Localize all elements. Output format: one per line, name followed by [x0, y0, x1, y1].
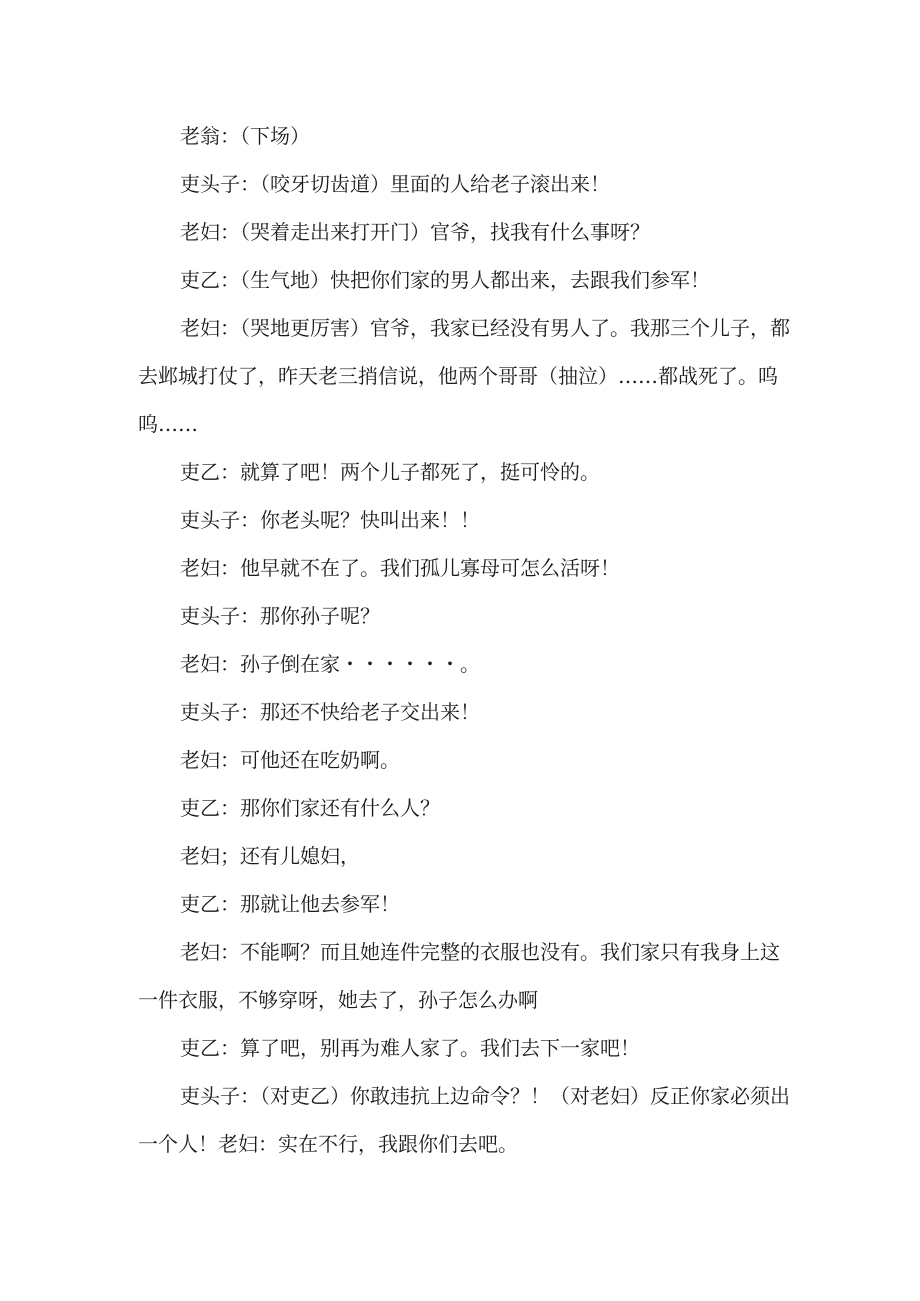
script-body	[138, 112, 798, 1168]
dialogue-line: 吏头子：（咬牙切齿道）里面的人给老子滚出来！	[180, 172, 610, 196]
dialogue-line: 吏乙：就算了吧！两个儿子都死了，挺可怜的。	[180, 460, 600, 484]
dialogue-line: 老妇：他早就不在了。我们孤儿寡母可怎么活呀！	[180, 556, 620, 580]
dialogue-line: 老妇：（哭地更厉害）官爷，我家已经没有男人了。我那三个儿子，都去邺城打仗了，昨天老三捎信说，他两个哥哥（抽泣）……都战死了。呜呜……	[138, 316, 790, 436]
dialogue-line: 老妇：（哭着走出来打开门）官爷，找我有什么事呀？	[180, 220, 650, 244]
dialogue-line: 吏乙：算了吧，别再为难人家了。我们去下一家吧！	[180, 1036, 640, 1060]
dialogue-line: 老妇：可他还在吃奶啊。	[180, 748, 400, 772]
dialogue-line: 吏头子：那还不快给老子交出来！	[180, 700, 480, 724]
dialogue-line: 吏乙：（生气地）快把你们家的男人都出来，去跟我们参军！	[180, 268, 710, 292]
dialogue-line: 老妇；还有儿媳妇，	[180, 844, 360, 868]
dialogue-line: 吏乙：那就让他去参军！	[180, 892, 400, 916]
dialogue-line: 吏头子：你老头呢？快叫出来！！	[180, 508, 480, 532]
dialogue-line: 老翁：（下场）	[180, 124, 310, 148]
dialogue-line: 吏乙：那你们家还有什么人？	[180, 796, 440, 820]
dialogue-line: 老妇：不能啊？而且她连件完整的衣服也没有。我们家只有我身上这一件衣服，不够穿呀，她去了，孙子怎么办啊	[138, 940, 780, 1012]
dialogue-line: 吏头子：那你孙子呢？	[180, 604, 380, 628]
dialogue-line: 吏头子：（对吏乙）你敢违抗上边命令？！（对老妇）反正你家必须出一个人！老妇：实在不行，我跟你们去吧。	[138, 1084, 790, 1156]
dialogue-line: 老妇：孙子倒在家・・・・・・。	[180, 652, 480, 676]
